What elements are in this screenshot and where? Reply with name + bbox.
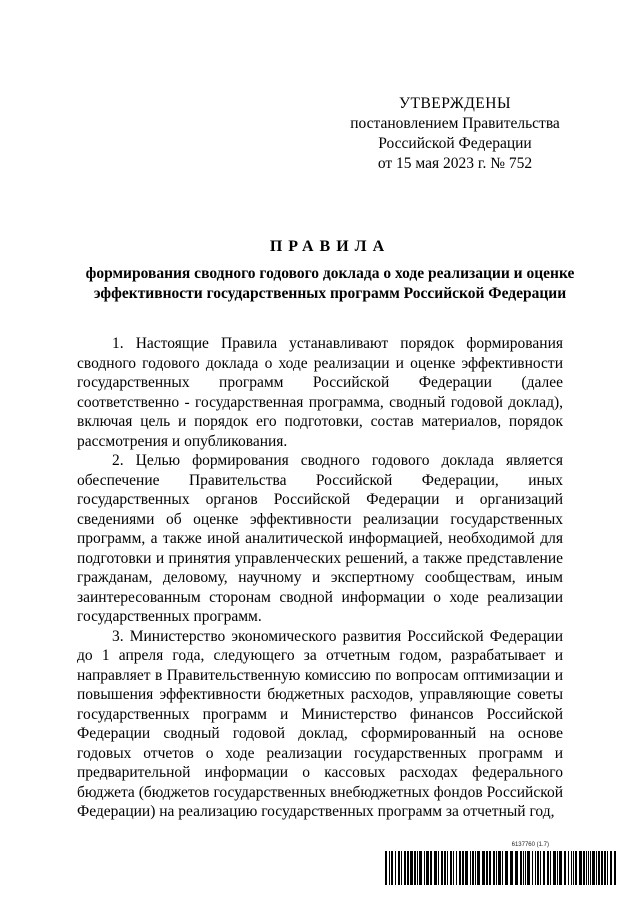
approval-heading: УТВЕРЖДЕНЫ: [399, 95, 511, 112]
approval-block: [340, 94, 570, 174]
barcode-block: [385, 842, 617, 892]
document-title: ПРАВИЛА: [269, 238, 391, 255]
approval-line-3: от 15 мая 2023 г. № 752: [377, 155, 533, 172]
document-body: [77, 334, 563, 822]
approval-line-1: постановлением Правительства: [350, 115, 560, 132]
barcode-image: [385, 851, 617, 885]
paragraph-3: 3. Министерство экономического развития Российской Федерации до 1 апреля года, следующего за отчетным годом, разрабатывает и направляет в Правительственную комиссию по вопросам оптимизации и повышения эффективности бюджетных расходов, управляющие советы государственных программ и Министерство финансов Российской Федерации сводный годовой доклад, сформированный на основе годовых отчетов о ходе реализации государственных программ и предварительной информации о кассовых расходах федерального бюджета (бюджетов государственных внебюджетных фондов Российской Федерации) на реализацию государственных программ за отчетный год,: [77, 627, 563, 820]
paragraph-1: 1. Настоящие Правила устанавливают порядок формирования сводного годового доклада о ходе реализации и оценке эффективности государственных программ Российской Федерации (далее соответственно - государственная программа, сводный годовой доклад), включая цель и порядок его подготовки, состав материалов, порядок рассмотрения и опубликования.: [77, 335, 563, 450]
document-subtitle: формирования сводного годового доклада о ходе реализации и оценке эффективности государственных программ Российской Федерации: [85, 265, 575, 302]
approval-line-2: Российской Федерации: [378, 135, 532, 152]
paragraph-2: 2. Целью формирования сводного годового доклада является обеспечение Правительства Российской Федерации, иных государственных органов Российской Федерации и организаций сведениями об оценке эффективности реализации государственных программ, а также иной аналитической информацией, необходимой для подготовки и принятия управленческих решений, а также представление гражданам, деловому, научному и экспертному сообществам, иным заинтересованным сторонам сводной информации о ходе реализации государственных программ.: [77, 452, 563, 625]
barcode-code: 6137760 (1.7): [511, 842, 549, 848]
